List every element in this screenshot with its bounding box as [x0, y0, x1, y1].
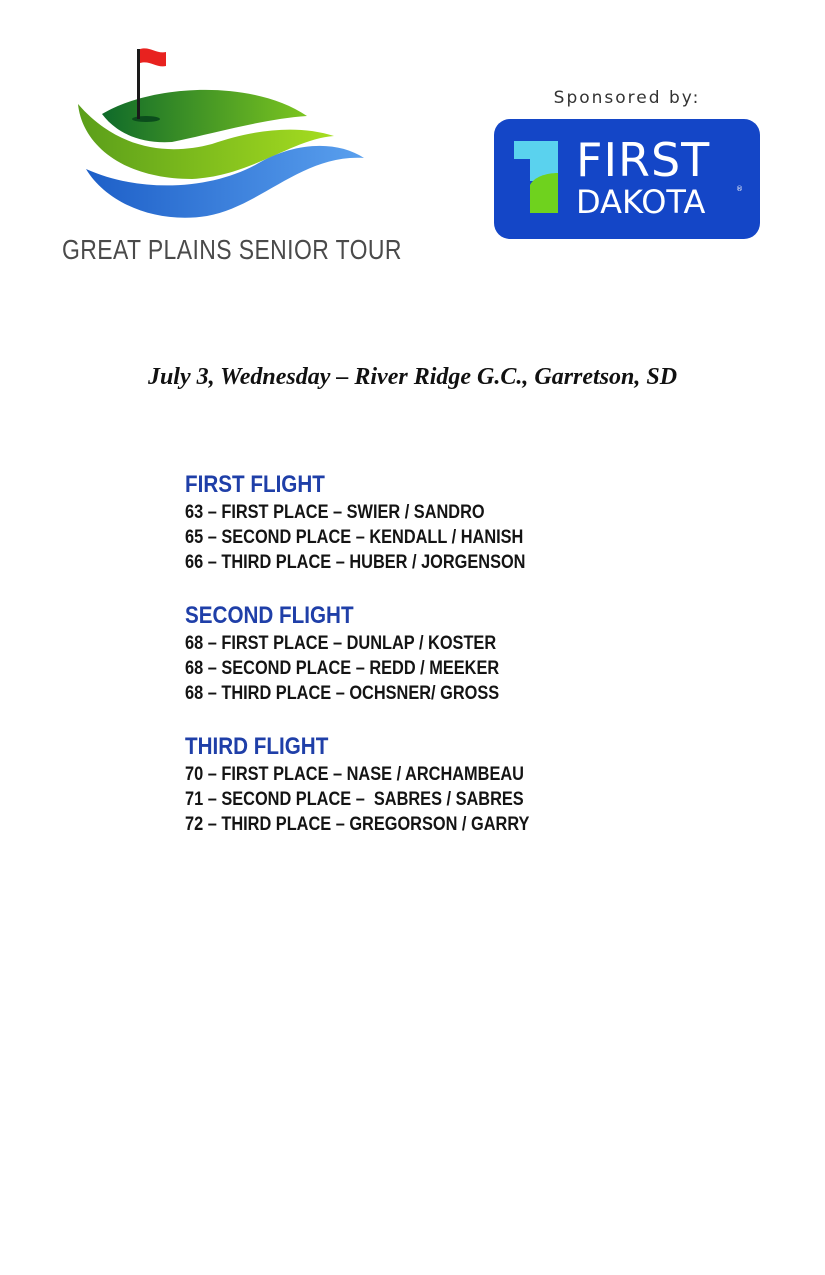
golf-green-logo-icon: [62, 44, 382, 234]
result-row: 70 – FIRST PLACE – NASE / ARCHAMBEAU: [185, 764, 524, 785]
tour-logo: [62, 44, 402, 274]
flight-first: [185, 470, 685, 575]
event-title: July 3, Wednesday – River Ridge G.C., Garretson, SD: [147, 364, 678, 390]
result-row: 71 – SECOND PLACE – SABRES / SABRES: [185, 789, 524, 810]
result-row: 66 – THIRD PLACE – HUBER / JORGENSON: [185, 552, 526, 573]
result-row: 68 – THIRD PLACE – OCHSNER/ GROSS: [185, 683, 500, 704]
sponsor-name-dakota: DAKOTA: [576, 183, 706, 221]
result-row: 68 – FIRST PLACE – DUNLAP / KOSTER: [185, 633, 497, 654]
result-row: 72 – THIRD PLACE – GREGORSON / GARRY: [185, 814, 530, 835]
sponsor-name-first: FIRST: [576, 133, 711, 187]
flight-title: THIRD FLIGHT: [185, 733, 329, 760]
flight-results: [185, 470, 685, 863]
tour-logo-text: GREAT PLAINS SENIOR TOUR: [62, 234, 402, 265]
first-dakota-mark-icon: [512, 139, 564, 215]
result-row: 68 – SECOND PLACE – REDD / MEEKER: [185, 658, 500, 679]
flight-third: [185, 732, 685, 837]
result-row: 65 – SECOND PLACE – KENDALL / HANISH: [185, 527, 524, 548]
flight-second: [185, 601, 685, 706]
flight-title: FIRST FLIGHT: [185, 471, 325, 498]
registered-mark: ®: [736, 185, 743, 193]
flight-title: SECOND FLIGHT: [185, 602, 354, 629]
sponsor-label: Sponsored by:: [553, 88, 701, 108]
sponsor-logo: [494, 119, 760, 239]
result-row: 63 – FIRST PLACE – SWIER / SANDRO: [185, 502, 485, 523]
